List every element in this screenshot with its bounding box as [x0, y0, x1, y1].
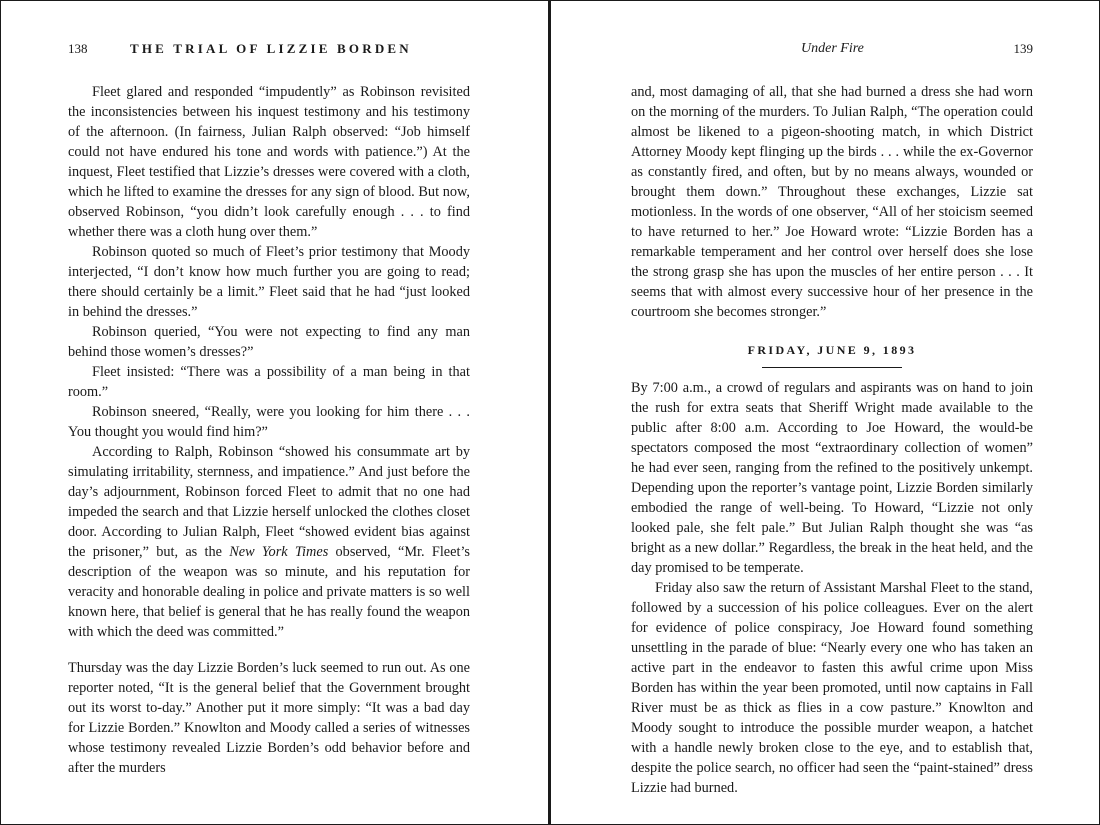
body-text-block — [68, 658, 470, 778]
text-run: According to Ralph, Robinson “showed his consummate art by simulating irritability, sternness, and impatience.” And just before the day’s adjournment, Robinson forced Fleet to admit that no one had impeded the search and that Lizzie herself unlocked the clothes closet door. According to Julian Ralph, Fleet “showed evident bias against the prisoner,” but, as the — [68, 444, 470, 560]
body-text-block — [631, 378, 1033, 798]
paragraph: Fleet glared and responded “impudently” as Robinson revisited the inconsistencies between his inquest testimony and his testimony of the afternoon. (In fairness, Julian Ralph observed: “Job himself could not have endured his tone and words with patience.”) At the inquest, Fleet testified that Lizzie’s dresses were covered with a cloth, which he lifted to examine the dresses for any sign of blood. But now, observed Robinson, “you didn’t look carefully enough . . . to find whether there was a cloth hung over them.” — [68, 84, 470, 240]
section-heading-rule — [762, 367, 902, 368]
paragraph: Robinson sneered, “Really, were you looking for him there . . . You thought you would find him?” — [68, 404, 470, 440]
book-title: THE TRIAL OF LIZZIE BORDEN — [130, 41, 412, 56]
paragraph: Robinson quoted so much of Fleet’s prior testimony that Moody interjected, “I don’t know how much further you are going to read; there should certainly be a limit.” Fleet said that he had “just looked in behind the dresses.” — [68, 244, 470, 320]
page-number: 139 — [1013, 41, 1033, 56]
paragraph: Fleet insisted: “There was a possibility of a man being in that room.” — [68, 364, 470, 400]
paragraph: Friday also saw the return of Assistant Marshal Fleet to the stand, followed by a succession of his police colleagues. Ever on the alert for evidence of police conspiracy, Joe Howard found something unsettling in the parade of blue: “Nearly every one who has taken an active part in the endeavor to fasten this awful crime upon Miss Borden has within the year been promoted, until now captains in Fall River must be as thick as flies in a cow pasture.” Knowlton and Moody sought to introduce the possible murder weapon, a hatchet with a handle newly broken close to the eye, and to establish that, despite the police search, no officer had seen the “paint-stained” dress Lizzie had burned. — [631, 580, 1033, 796]
paragraph: and, most damaging of all, that she had burned a dress she had worn on the morning of the murders. To Julian Ralph, “The operation could almost be likened to a pigeon-shooting match, in which District Attorney Moody kept flinging up the birds . . . while the ex-Governor as constantly fired, and often, but by no means always, wounded or brought them down.” Throughout these exchanges, Lizzie sat motionless. In the words of one observer, “All of her stoicism seemed to have returned to her.” Joe Howard wrote: “Lizzie Borden has a remarkable temperament and her control over herself does she lose the strong grasp she has upon the muscles of her entire person . . . It seems that with almost every successive hour of her presence in the courtroom she becomes stronger.” — [631, 84, 1033, 320]
text-run: observed, “Mr. Fleet’s description of the weapon was so minute, and his reputation for veracity and honorable dealing in police and private matters is so well known here, that belief is general that he has really found the weapon with which the deed was committed.” — [68, 544, 470, 640]
paragraph — [68, 442, 470, 642]
left-page — [0, 0, 549, 825]
paragraph: Thursday was the day Lizzie Borden’s luck seemed to run out. As one reporter noted, “It is the general belief that the Government brought out its worst to-day.” Another put it more simply: “It was a bad day for Lizzie Borden.” Knowlton and Moody called a series of witnesses whose testimony revealed Lizzie Borden’s odd behavior before and after the murders — [68, 660, 470, 776]
paragraph: By 7:00 a.m., a crowd of regulars and aspirants was on hand to join the rush for extra seats that Sheriff Wright made available to the public after 8:00 a.m. According to Joe Howard, the would-be spectators composed the most “extraordinary collection of women” he had ever seen, ranging from the refined to the positively unkempt. Depending upon the reporter’s vantage point, Lizzie Borden similarly embodied the range of well-being. To Howard, “Lizzie not only looked pale, she felt pale.” But Julian Ralph thought she was “as bright as a new dollar.” Regardless, the break in the heat held, and the day promised to be temperate. — [631, 380, 1033, 576]
running-head — [631, 41, 1033, 61]
chapter-title: Under Fire — [801, 41, 864, 56]
italic-publication-title: New York Times — [229, 544, 329, 560]
paragraph: Robinson queried, “You were not expecting to find any man behind those women’s dresses?” — [68, 324, 470, 360]
section-heading: FRIDAY, JUNE 9, 1893 — [747, 343, 917, 357]
page-number: 138 — [68, 41, 88, 56]
body-text-block — [631, 82, 1033, 322]
right-page — [551, 0, 1100, 825]
body-text-block — [68, 82, 470, 642]
running-head — [68, 41, 470, 61]
